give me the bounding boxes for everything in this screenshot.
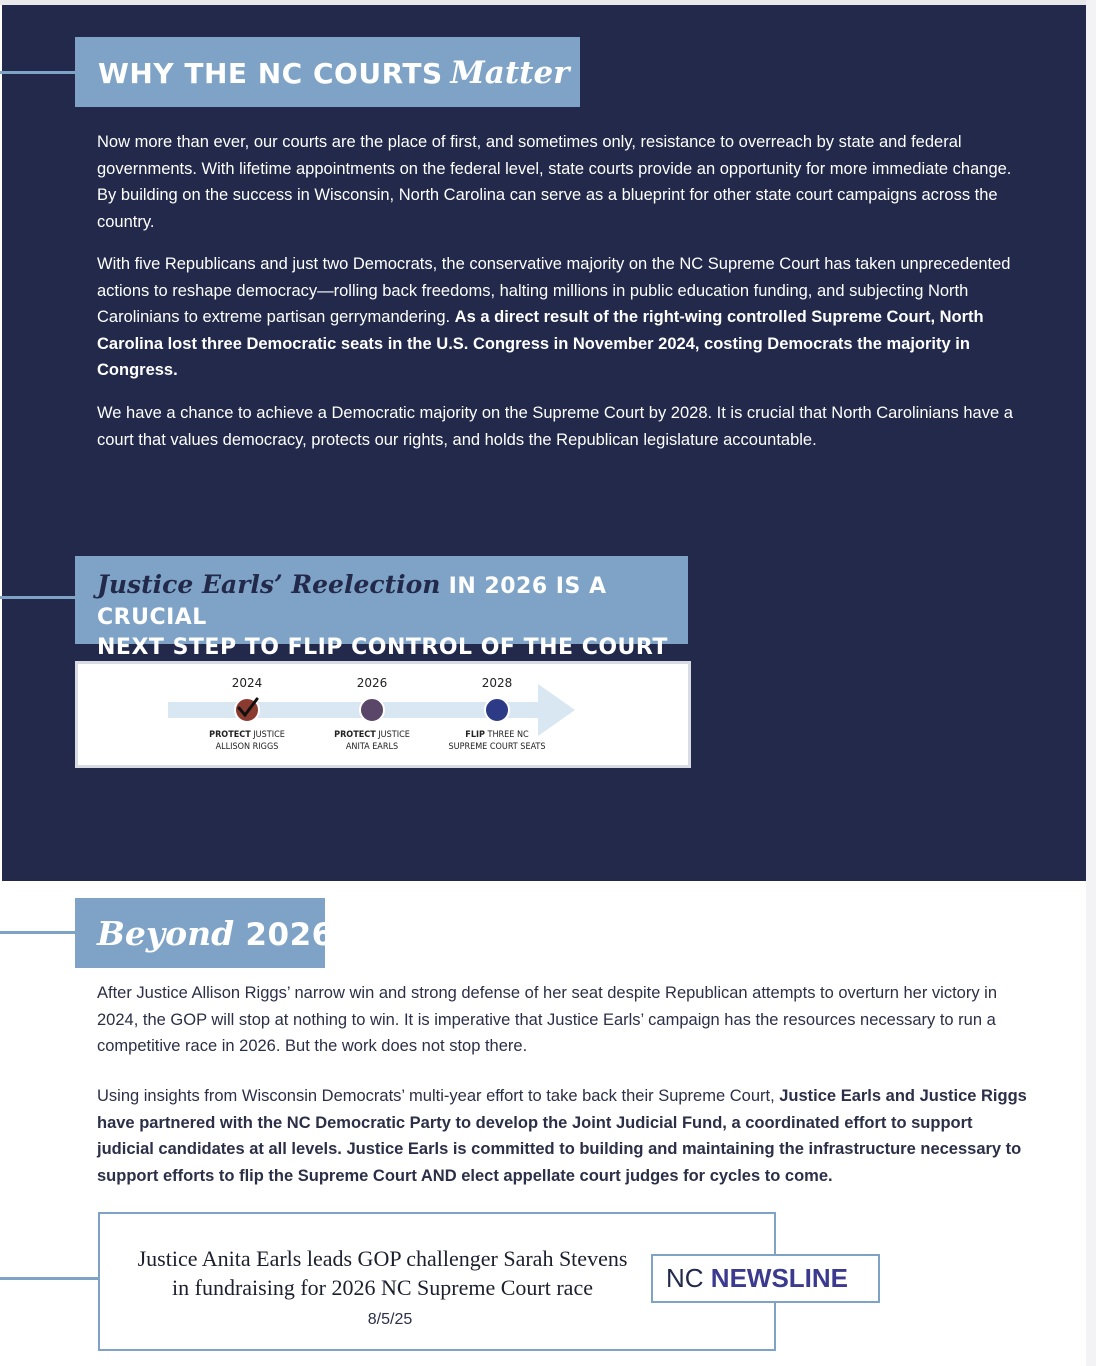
logo-newsline-text: NEWSLINE: [710, 1263, 849, 1293]
paragraph-bold-text: As a direct result of the right-wing controlled Supreme Court, North Carolina lost three Democratic seats in the U.S. Congress in November 2024, costing Democrats the majority in Congress.: [97, 308, 984, 379]
timeline-label-line-1: [465, 730, 529, 740]
heading-text: IN 2026 IS A CRUCIAL: [97, 574, 607, 630]
timeline-label-line-2: SUPREME COURT SEATS: [448, 742, 546, 752]
page-right-edge: [1086, 0, 1096, 1366]
timeline-year-2024: 2024: [231, 676, 263, 690]
timeline-label-line-1: [209, 730, 285, 740]
news-connector-line: [0, 1277, 98, 1280]
timeline-milestone-dot: [485, 698, 509, 722]
why-courts-matter-heading: [75, 37, 580, 107]
heading-line-1: [97, 570, 688, 633]
timeline-label-rest: JUSTICE: [375, 730, 410, 740]
timeline-graphic: [75, 661, 691, 768]
news-headline-line-1: Justice Anita Earls leads GOP challenger Sarah Stevens: [137, 1246, 628, 1271]
timeline-svg: [78, 664, 688, 765]
heading-text: 2026: [234, 917, 334, 953]
joint-fund-paragraph: [97, 1083, 1032, 1189]
beyond-2026-heading: [75, 898, 334, 968]
heading-line-2: NEXT STEP TO FLIP CONTROL OF THE COURT: [97, 635, 668, 660]
timeline-label-bold: PROTECT: [209, 730, 251, 740]
paragraph-text: Using insights from Wisconsin Democrats’ multi-year effort to take back their Supreme Court,: [97, 1087, 780, 1105]
logo-nc-text: NC: [666, 1263, 704, 1293]
timeline-label-rest: THREE NC: [484, 730, 529, 740]
heading-text: WHY THE NC COURTS: [98, 57, 443, 90]
news-headline[interactable]: [120, 1244, 645, 1302]
court-majority-paragraph: [97, 251, 1032, 384]
news-article-card[interactable]: [98, 1212, 849, 1351]
paragraph-text: With five Republicans and just two Democrats, the conservative majority on the NC Supreme Court has taken unprecedented actions to reshape democracy—rolling back freedoms, halting millions in public education funding, and subjecting North Carolinians to extreme partisan gerrymandering.: [97, 255, 1011, 326]
reelection-heading: [75, 556, 688, 660]
heading-script-text: Matter: [450, 55, 570, 91]
chance-paragraph: We have a chance to achieve a Democratic majority on the Supreme Court by 2028. It is crucial that North Carolinians have a court that values democracy, protects our rights, and holds the Republican legislature accountable.: [97, 404, 1013, 449]
timeline-label-line-2: ANITA EARLS: [345, 742, 399, 752]
news-headline-line-2: in fundraising for 2026 NC Supreme Court race: [172, 1275, 593, 1300]
timeline-label-bold: PROTECT: [334, 730, 376, 740]
timeline-label-line-1: [334, 730, 410, 740]
timeline-year-2026: 2026: [356, 676, 388, 690]
timeline-milestone-dot: [360, 698, 384, 722]
heading-script-text: Beyond: [97, 914, 235, 953]
timeline-year-2028: 2028: [481, 676, 513, 690]
timeline-label-line-2: ALLISON RIGGS: [215, 742, 279, 752]
heading-connector-line: [0, 596, 75, 599]
heading-connector-line: [0, 931, 75, 934]
timeline-label-bold: FLIP: [465, 730, 485, 740]
paragraph-bold-text: Justice Earls and Justice Riggs have partnered with the NC Democratic Party to develop the Joint Judicial Fund, a coordinated effort to support judicial candidates at all levels. Justice Earls is committed to building and maintaining the infrastructure necessary to support efforts to flip the Supreme Court AND elect appellate court judges for cycles to come.: [97, 1087, 1027, 1185]
heading-script-text: Justice Earls’ Reelection: [97, 570, 441, 599]
riggs-paragraph: After Justice Allison Riggs’ narrow win and strong defense of her seat despite Republican attempts to overturn her victory in 2024, the GOP will stop at nothing to win. It is imperative that Justice Earls’ campaign has the resources necessary to run a competitive race in 2026. But the work does not stop there.: [97, 984, 998, 1055]
timeline-label-rest: JUSTICE: [250, 730, 285, 740]
nc-newsline-logo: [651, 1254, 880, 1303]
heading-connector-line: [0, 71, 75, 74]
news-date: 8/5/25: [367, 1311, 413, 1328]
intro-paragraph: Now more than ever, our courts are the place of first, and sometimes only, resistance to overreach by state and federal governments. With lifetime appointments on the federal level, state courts provide an opportunity for more immediate change. By building on the success in Wisconsin, North Carolina can serve as a blueprint for other state court campaigns across the country.: [97, 133, 1012, 231]
